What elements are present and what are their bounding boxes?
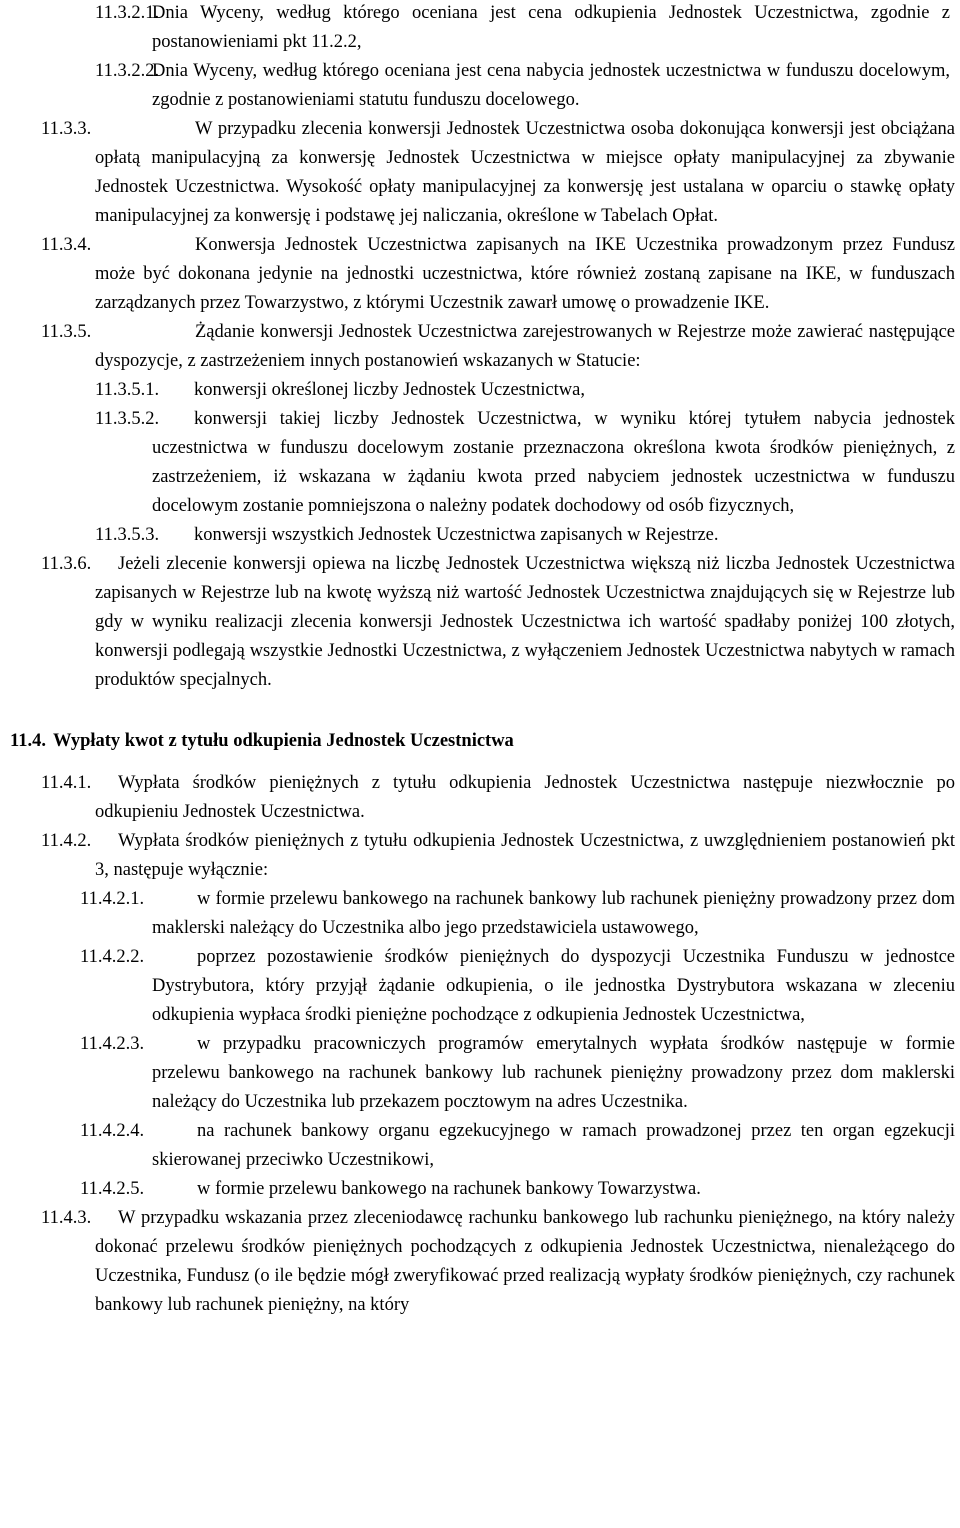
paragraph-text: w przypadku pracowniczych programów emerytalnych wypłata środków następuje w formie przelewu bankowego na rachunek bankowy lub rachunek pieniężny prowadzony przez dom maklerski należący do Uczestnika lub przekazem pocztowym na adres Uczestnika.: [152, 1034, 955, 1112]
paragraph-text: Dnia Wyceny, według którego oceniana jest cena nabycia jednostek uczestnictwa w funduszu docelowym, zgodnie z postanowieniami statutu funduszu docelowego.: [152, 61, 950, 110]
paragraph-number: 11.3.2.1.: [95, 3, 160, 23]
paragraph-text: Dnia Wyceny, według którego oceniana jest cena odkupienia Jednostek Uczestnictwa, zgodnie z postanowieniami pkt 11.2.2,: [152, 3, 950, 52]
paragraph-number: 11.3.4.: [41, 235, 92, 255]
paragraph-11-4-2-4: [80, 1117, 955, 1175]
paragraph-number: 11.4.2.3.: [80, 1034, 145, 1054]
paragraph-text: Jeżeli zlecenie konwersji opiewa na liczbę Jednostek Uczestnictwa większą niż liczba Jednostek Uczestnictwa zapisanych w Rejestrze lub na kwotę wyższą niż wartość Jednostek Uczestnictwa znajdujących się w Rejestrze lub gdy w wyniku realizacji zlecenia konwersji Jednostek Uczestnictwa ich wartość spadłaby poniżej 100 złotych, konwersji podlegają wszystkie Jednostki Uczestnictwa, z wyłączeniem Jednostek Uczestnictwa nabytych w ramach produktów specjalnych.: [95, 554, 955, 690]
paragraph-text: W przypadku zlecenia konwersji Jednostek Uczestnictwa osoba dokonująca konwersji jest obciążana opłatą manipulacyjną za konwersję Jednostek Uczestnictwa w miejsce opłaty manipulacyjnej za zbywanie Jednostek Uczestnictwa. Wysokość opłaty manipulacyjnej za konwersję jest ustalana w oparciu o stawkę opłaty manipulacyjnej za konwersję i podstawę jej naliczania, określone w Tabelach Opłat.: [95, 119, 955, 226]
paragraph-11-3-2-2: [95, 57, 950, 115]
paragraph-11-3-2-1: [95, 0, 950, 57]
paragraph-text: konwersji takiej liczby Jednostek Uczestnictwa, w wyniku której tytułem nabycia jednostek uczestnictwa w funduszu docelowym zostanie przeznaczona określona kwota środków pieniężnych, z zastrzeżeniem, iż wskazana w żądaniu kwota przed nabyciem jednostek uczestnictwa w funduszu docelowym zostanie pomniejszona o należny podatek dochodowy od osób fizycznych,: [152, 409, 955, 516]
paragraph-number: 11.3.5.3.: [95, 525, 160, 545]
paragraph-11-4-2-3: [80, 1030, 955, 1117]
paragraph-text: w formie przelewu bankowego na rachunek bankowy lub rachunek pieniężny prowadzony przez dom maklerski należący do Uczestnika albo jego przedstawiciela ustawowego,: [152, 889, 955, 938]
paragraph-11-3-6: [41, 550, 955, 695]
section-heading-11-4: [10, 727, 960, 756]
paragraph-11-4-2-5: [80, 1175, 955, 1204]
paragraph-text: Wypłata środków pieniężnych z tytułu odkupienia Jednostek Uczestnictwa, z uwzględnieniem postanowień pkt 3, następuje wyłącznie:: [95, 831, 955, 880]
paragraph-text: poprzez pozostawienie środków pieniężnych do dyspozycji Uczestnika Funduszu w jednostce Dystrybutora, który przyjął żądanie odkupienia, o ile jednostka Dystrybutora wskazana w zleceniu odkupienia wypłaca środki pieniężne pochodzące z odkupienia Jednostek Uczestnictwa,: [152, 947, 955, 1025]
paragraph-text: Konwersja Jednostek Uczestnictwa zapisanych na IKE Uczestnika prowadzonym przez Fundusz może być dokonana jedynie na jednostki uczestnictwa, które również zostaną zapisane na IKE, w funduszach zarządzanych przez Towarzystwo, z którymi Uczestnik zawarł umowę o prowadzenie IKE.: [95, 235, 955, 313]
paragraph-number: 11.3.5.1.: [95, 380, 160, 400]
paragraph-number: 11.3.2.2.: [95, 61, 160, 81]
paragraph-number: 11.4.2.1.: [80, 889, 145, 909]
paragraph-text: Wypłata środków pieniężnych z tytułu odkupienia Jednostek Uczestnictwa następuje niezwłocznie po odkupieniu Jednostek Uczestnictwa.: [95, 773, 955, 822]
paragraph-number: 11.3.5.2.: [95, 409, 160, 429]
paragraph-text: na rachunek bankowy organu egzekucyjnego w ramach prowadzonej przez ten organ egzekucji skierowanej przeciwko Uczestnikowi,: [152, 1121, 955, 1170]
paragraph-text: konwersji wszystkich Jednostek Uczestnictwa zapisanych w Rejestrze.: [194, 525, 719, 545]
paragraph-number: 11.4.1.: [41, 773, 92, 793]
paragraph-text: Żądanie konwersji Jednostek Uczestnictwa zarejestrowanych w Rejestrze może zawierać następujące dyspozycje, z zastrzeżeniem innych postanowień wskazanych w Statucie:: [95, 322, 955, 371]
paragraph-11-3-4: [41, 231, 955, 318]
paragraph-11-3-5-3: [95, 521, 955, 550]
paragraph-number: 11.4.2.: [41, 831, 92, 851]
paragraph-number: 11.3.3.: [41, 119, 92, 139]
paragraph-11-4-2-1: [80, 885, 955, 943]
paragraph-11-4-3: [41, 1204, 955, 1320]
paragraph-11-4-2: [41, 827, 955, 885]
paragraph-text: konwersji określonej liczby Jednostek Uczestnictwa,: [194, 380, 585, 400]
paragraph-11-3-5: [41, 318, 955, 376]
paragraph-number: 11.4.2.5.: [80, 1179, 145, 1199]
paragraph-number: 11.3.5.: [41, 322, 92, 342]
section-title: Wypłaty kwot z tytułu odkupienia Jednostek Uczestnictwa: [53, 731, 514, 751]
paragraph-11-4-2-2: [80, 943, 955, 1030]
paragraph-number: 11.4.3.: [41, 1208, 92, 1228]
paragraph-number: 11.4.2.2.: [80, 947, 145, 967]
paragraph-11-3-5-1: [95, 376, 955, 405]
section-number: 11.4.: [10, 731, 46, 751]
paragraph-number: 11.3.6.: [41, 554, 92, 574]
paragraph-text: W przypadku wskazania przez zleceniodawcę rachunku bankowego lub rachunku pieniężnego, na który należy dokonać przelewu środków pieniężnych pochodzących z odkupienia Jednostek Uczestnictwa, nienależącego do Uczestnika, Fundusz (o ile będzie mógł zweryfikować przed realizacją wypłaty środków pieniężnych, czy rachunek bankowy lub rachunek pieniężny, na który: [95, 1208, 955, 1315]
paragraph-number: 11.4.2.4.: [80, 1121, 145, 1141]
paragraph-text: w formie przelewu bankowego na rachunek bankowy Towarzystwa.: [197, 1179, 701, 1199]
paragraph-11-4-1: [41, 769, 955, 827]
paragraph-11-3-5-2: [95, 405, 955, 521]
paragraph-11-3-3: [41, 115, 955, 231]
